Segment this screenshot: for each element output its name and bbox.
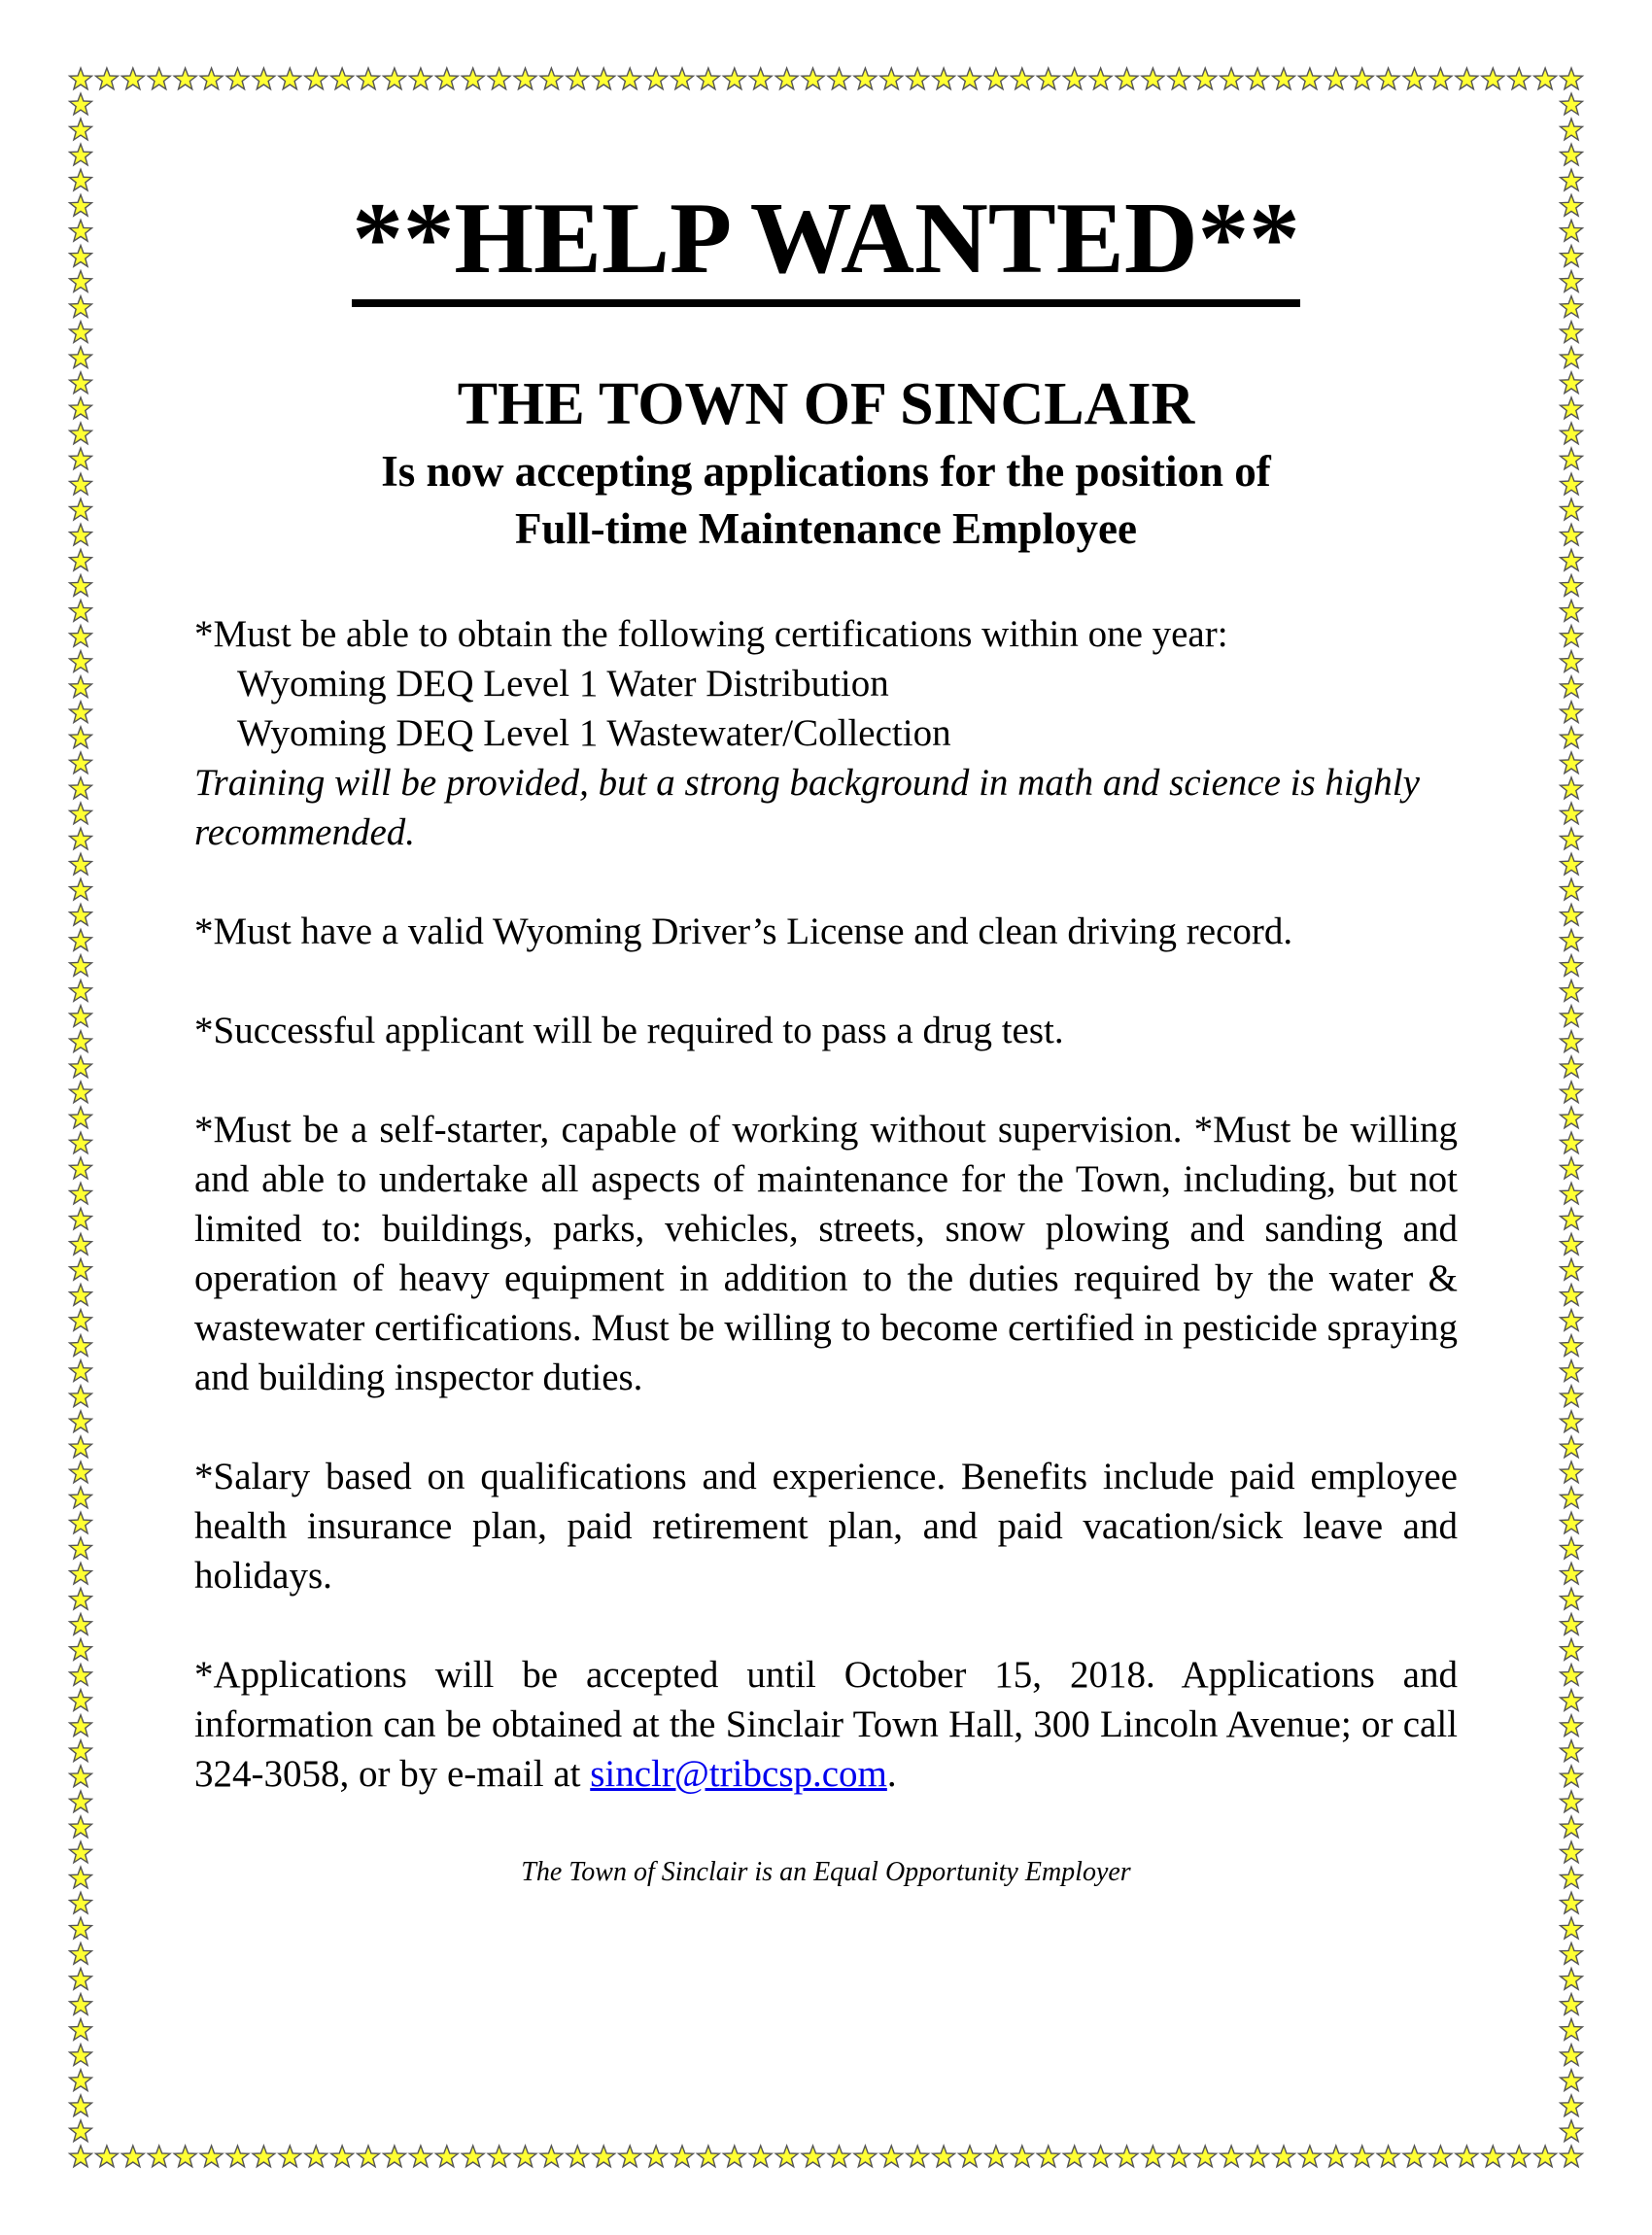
star-icon xyxy=(70,1816,92,1838)
star-icon xyxy=(880,2146,903,2167)
star-icon xyxy=(1063,2146,1085,2167)
star-icon xyxy=(1273,68,1295,89)
star-icon xyxy=(723,2146,745,2167)
license-requirement: *Must have a valid Wyoming Driver’s License and clean driving record. xyxy=(194,911,1293,953)
star-icon xyxy=(70,144,92,165)
star-icon xyxy=(1011,2146,1033,2167)
applications-paragraph xyxy=(194,1650,1458,1799)
star-icon xyxy=(907,2146,929,2167)
star-icon xyxy=(70,1512,92,1533)
star-icon xyxy=(1561,1690,1583,1711)
star-icon xyxy=(1561,651,1583,672)
star-icon xyxy=(1403,68,1426,89)
star-icon xyxy=(488,68,510,89)
star-icon xyxy=(96,68,119,89)
star-icon xyxy=(70,423,92,444)
star-icon xyxy=(331,2146,354,2167)
star-icon xyxy=(279,68,301,89)
star-icon xyxy=(1561,1006,1583,1027)
star-icon xyxy=(1561,68,1583,89)
star-icon xyxy=(1561,2095,1583,2116)
star-icon xyxy=(409,68,431,89)
star-icon xyxy=(1561,1841,1583,1863)
star-icon xyxy=(226,68,249,89)
star-icon xyxy=(1168,68,1190,89)
salary-paragraph: *Salary based on qualifications and experience. Benefits include paid employee health insurance plan, paid retirement plan, and paid vacation/sick leave and holidays. xyxy=(194,1456,1458,1598)
star-icon xyxy=(70,1082,92,1103)
star-icon xyxy=(1561,1537,1583,1559)
star-icon xyxy=(70,1233,92,1255)
star-icon xyxy=(174,68,196,89)
certification-requirements xyxy=(194,609,1458,857)
star-icon xyxy=(1561,727,1583,748)
star-icon xyxy=(1299,2146,1322,2167)
star-icon xyxy=(1561,777,1583,799)
star-icon xyxy=(70,853,92,875)
star-icon xyxy=(828,68,850,89)
star-icon xyxy=(70,2045,92,2066)
star-icon xyxy=(1561,1258,1583,1280)
star-icon xyxy=(1561,1563,1583,1584)
star-icon xyxy=(70,119,92,140)
star-icon xyxy=(1561,144,1583,165)
star-icon xyxy=(802,68,824,89)
star-icon xyxy=(1561,878,1583,900)
star-icon xyxy=(1561,955,1583,977)
star-icon xyxy=(593,68,615,89)
star-icon xyxy=(1561,220,1583,241)
star-icon xyxy=(1561,626,1583,647)
star-icon xyxy=(70,524,92,545)
star-icon xyxy=(70,220,92,241)
star-icon xyxy=(409,2146,431,2167)
star-icon xyxy=(435,2146,458,2167)
email-link[interactable]: sinclr@tribcsp.com xyxy=(590,1753,887,1796)
star-icon xyxy=(384,2146,406,2167)
star-icon xyxy=(70,1183,92,1204)
star-icon xyxy=(121,68,144,89)
star-icon xyxy=(619,68,641,89)
star-icon xyxy=(1482,2146,1504,2167)
star-icon xyxy=(226,2146,249,2167)
star-icon xyxy=(1534,2146,1557,2167)
star-icon xyxy=(1561,1310,1583,1331)
star-icon xyxy=(1089,2146,1112,2167)
star-icon xyxy=(1561,1588,1583,1609)
star-icon xyxy=(1168,2146,1190,2167)
star-icon xyxy=(1116,2146,1138,2167)
star-icon xyxy=(70,1994,92,2015)
star-icon xyxy=(723,68,745,89)
star-icon xyxy=(1561,1107,1583,1128)
star-icon xyxy=(70,1411,92,1432)
star-icon xyxy=(70,1969,92,1990)
star-icon xyxy=(70,2019,92,2041)
star-icon xyxy=(802,2146,824,2167)
star-icon xyxy=(70,1132,92,1153)
star-icon xyxy=(1534,68,1557,89)
headline-wrap xyxy=(194,181,1458,307)
star-icon xyxy=(1561,169,1583,190)
star-icon xyxy=(1561,2146,1583,2167)
star-icon xyxy=(1561,271,1583,292)
star-icon xyxy=(70,194,92,216)
star-icon xyxy=(70,1258,92,1280)
star-icon xyxy=(70,1639,92,1661)
star-icon xyxy=(1221,2146,1243,2167)
star-icon xyxy=(1561,1512,1583,1533)
star-icon xyxy=(70,626,92,647)
star-icon xyxy=(1561,322,1583,343)
star-icon xyxy=(1508,68,1531,89)
star-icon xyxy=(1194,68,1217,89)
star-icon xyxy=(305,68,327,89)
star-icon xyxy=(1508,2146,1531,2167)
star-icon xyxy=(70,473,92,495)
star-icon xyxy=(358,68,380,89)
star-icon xyxy=(1142,68,1164,89)
star-icon xyxy=(70,2070,92,2091)
star-icon xyxy=(1561,119,1583,140)
star-icon xyxy=(1561,397,1583,419)
star-icon xyxy=(1561,1335,1583,1357)
star-icon xyxy=(200,2146,223,2167)
star-icon xyxy=(1561,930,1583,951)
star-icon xyxy=(1561,1056,1583,1078)
star-icon xyxy=(1561,828,1583,849)
star-icon xyxy=(985,68,1008,89)
star-icon xyxy=(619,2146,641,2167)
star-icon xyxy=(1377,68,1399,89)
star-icon xyxy=(1561,1285,1583,1306)
star-icon xyxy=(985,2146,1008,2167)
star-icon xyxy=(1561,1436,1583,1458)
star-icon xyxy=(1561,1082,1583,1103)
star-icon xyxy=(1561,1892,1583,1913)
star-icon xyxy=(698,68,720,89)
star-icon xyxy=(1561,702,1583,723)
star-icon xyxy=(1037,68,1059,89)
star-icon xyxy=(1561,575,1583,597)
star-icon xyxy=(1561,853,1583,875)
star-icon xyxy=(1142,2146,1164,2167)
drug-test-requirement: *Successful applicant will be required to pass a drug test. xyxy=(194,1010,1064,1052)
star-icon xyxy=(1561,1132,1583,1153)
star-icon xyxy=(1561,347,1583,368)
star-icon xyxy=(70,1031,92,1052)
cert-intro: *Must be able to obtain the following certifications within one year: xyxy=(194,613,1228,656)
star-icon xyxy=(1561,499,1583,520)
training-note: Training will be provided, but a strong background in math and science is highly recommended. xyxy=(194,762,1420,854)
star-icon xyxy=(698,2146,720,2167)
star-icon xyxy=(514,2146,536,2167)
star-icon xyxy=(645,2146,668,2167)
star-icon xyxy=(148,2146,170,2167)
star-icon xyxy=(488,2146,510,2167)
star-icon xyxy=(593,2146,615,2167)
star-icon xyxy=(1561,1766,1583,1787)
applications-end: . xyxy=(886,1753,897,1796)
star-icon xyxy=(70,1335,92,1357)
star-icon xyxy=(1561,1614,1583,1635)
star-icon xyxy=(1482,68,1504,89)
star-icon xyxy=(1299,68,1322,89)
star-icon xyxy=(1561,448,1583,469)
star-icon xyxy=(174,2146,196,2167)
star-icon xyxy=(1561,1461,1583,1483)
star-icon xyxy=(1561,752,1583,774)
star-icon xyxy=(1273,2146,1295,2167)
star-icon xyxy=(1561,1031,1583,1052)
star-icon xyxy=(70,904,92,925)
star-icon xyxy=(1429,2146,1452,2167)
star-icon xyxy=(70,1461,92,1483)
star-icon xyxy=(1561,904,1583,925)
star-icon xyxy=(645,68,668,89)
star-icon xyxy=(1561,1816,1583,1838)
star-icon xyxy=(1561,423,1583,444)
star-icon xyxy=(253,2146,275,2167)
star-icon xyxy=(70,397,92,419)
star-icon xyxy=(70,1715,92,1736)
star-icon xyxy=(1561,2019,1583,2041)
star-icon xyxy=(70,651,92,672)
star-icon xyxy=(70,1614,92,1635)
star-icon xyxy=(70,601,92,622)
star-icon xyxy=(514,68,536,89)
star-icon xyxy=(828,2146,850,2167)
star-icon xyxy=(70,347,92,368)
star-icon xyxy=(70,980,92,1002)
star-icon xyxy=(96,2146,119,2167)
star-icon xyxy=(70,549,92,570)
star-icon xyxy=(70,2120,92,2142)
star-icon xyxy=(70,1943,92,1964)
star-icon xyxy=(749,68,772,89)
duties-paragraph: *Must be a self-starter, capable of working without supervision. *Must be willing and able to undertake all aspects of maintenance for the Town, including, but not limited to: buildings, parks, vehicles, streets, snow plowing and sanding and operation of heavy equipment in addition to the duties required by the water & wastewater certifications. Must be willing to become certified in pesticide spraying and building inspector duties. xyxy=(194,1109,1458,1399)
star-icon xyxy=(1011,68,1033,89)
star-icon xyxy=(1116,68,1138,89)
star-icon xyxy=(567,68,589,89)
star-icon xyxy=(1561,1411,1583,1432)
star-icon xyxy=(1561,1715,1583,1736)
star-icon xyxy=(1561,1969,1583,1990)
star-icon xyxy=(70,1310,92,1331)
star-icon xyxy=(1325,2146,1347,2167)
star-icon xyxy=(70,955,92,977)
star-icon xyxy=(1194,2146,1217,2167)
star-icon xyxy=(1561,372,1583,394)
star-icon xyxy=(70,1841,92,1863)
equal-opportunity-statement: The Town of Sinclair is an Equal Opportunity Employer xyxy=(521,1857,1131,1888)
star-icon xyxy=(70,676,92,698)
star-icon xyxy=(1561,1157,1583,1179)
star-icon xyxy=(70,1386,92,1407)
star-icon xyxy=(70,1665,92,1686)
star-icon xyxy=(1063,68,1085,89)
star-icon xyxy=(121,2146,144,2167)
star-icon xyxy=(540,2146,563,2167)
star-icon xyxy=(70,1157,92,1179)
star-icon xyxy=(1561,2045,1583,2066)
star-icon xyxy=(70,803,92,824)
town-title: THE TOWN OF SINCLAIR xyxy=(457,371,1195,438)
star-icon xyxy=(775,68,798,89)
star-icon xyxy=(1561,1791,1583,1812)
star-icon xyxy=(671,68,694,89)
star-icon xyxy=(70,93,92,115)
star-icon xyxy=(70,828,92,849)
star-icon xyxy=(70,246,92,267)
star-icon xyxy=(70,1537,92,1559)
star-icon xyxy=(70,1867,92,1888)
star-icon xyxy=(959,2146,981,2167)
star-icon xyxy=(1325,68,1347,89)
star-icon xyxy=(1561,1867,1583,1888)
star-icon xyxy=(358,2146,380,2167)
star-icon xyxy=(1377,2146,1399,2167)
star-icon xyxy=(200,68,223,89)
star-icon xyxy=(880,68,903,89)
star-icon xyxy=(70,1360,92,1382)
star-icon xyxy=(1561,2120,1583,2142)
star-icon xyxy=(70,1690,92,1711)
star-icon xyxy=(70,727,92,748)
star-icon xyxy=(70,2095,92,2116)
star-icon xyxy=(1561,2070,1583,2091)
star-icon xyxy=(70,1563,92,1584)
star-icon xyxy=(70,1436,92,1458)
star-icon xyxy=(70,1892,92,1913)
star-icon xyxy=(70,752,92,774)
star-icon xyxy=(70,777,92,799)
subtitle-line-1: Is now accepting applications for the position of xyxy=(381,447,1271,497)
star-icon xyxy=(1561,601,1583,622)
star-icon xyxy=(70,68,92,89)
star-icon xyxy=(70,296,92,318)
star-icon xyxy=(305,2146,327,2167)
star-icon xyxy=(1403,2146,1426,2167)
star-icon xyxy=(854,2146,877,2167)
subtitle-line-2: Full-time Maintenance Employee xyxy=(515,503,1137,553)
star-icon xyxy=(907,68,929,89)
star-icon xyxy=(1561,1943,1583,1964)
star-icon xyxy=(331,68,354,89)
star-icon xyxy=(1247,68,1269,89)
star-icon xyxy=(435,68,458,89)
star-icon xyxy=(1456,2146,1478,2167)
star-icon xyxy=(70,448,92,469)
star-icon xyxy=(1561,549,1583,570)
star-icon xyxy=(1561,980,1583,1002)
star-icon xyxy=(70,2146,92,2167)
star-icon xyxy=(1089,68,1112,89)
star-icon xyxy=(70,1766,92,1787)
star-icon xyxy=(933,2146,955,2167)
cert-item-1: Wyoming DEQ Level 1 Water Distribution xyxy=(237,663,889,705)
star-icon xyxy=(1429,68,1452,89)
headline: **HELP WANTED** xyxy=(352,185,1299,307)
star-icon xyxy=(567,2146,589,2167)
star-icon xyxy=(1561,1487,1583,1508)
star-icon xyxy=(1561,296,1583,318)
star-icon xyxy=(70,1056,92,1078)
star-icon xyxy=(1247,2146,1269,2167)
flyer-content xyxy=(194,181,1458,1888)
star-icon xyxy=(70,499,92,520)
cert-item-2: Wyoming DEQ Level 1 Wastewater/Collection xyxy=(237,712,951,755)
star-icon xyxy=(70,878,92,900)
star-icon xyxy=(279,2146,301,2167)
star-icon xyxy=(70,1588,92,1609)
star-icon xyxy=(253,68,275,89)
star-icon xyxy=(671,2146,694,2167)
star-icon xyxy=(70,1791,92,1812)
star-icon xyxy=(70,1285,92,1306)
star-icon xyxy=(462,2146,484,2167)
star-icon xyxy=(1561,1740,1583,1762)
star-icon xyxy=(959,68,981,89)
star-icon xyxy=(70,1208,92,1229)
star-icon xyxy=(1561,1917,1583,1939)
star-icon xyxy=(1456,68,1478,89)
star-icon xyxy=(70,1107,92,1128)
star-icon xyxy=(70,1006,92,1027)
star-icon xyxy=(1561,524,1583,545)
star-icon xyxy=(1351,68,1373,89)
star-icon xyxy=(1561,1665,1583,1686)
applications-text: *Applications will be accepted until October 15, 2018. Applications and information can be obtained at the Sinclair Town Hall, 300 Lincoln Avenue; or call 324-3058, or by e-mail at xyxy=(194,1654,1458,1796)
star-icon xyxy=(1561,1639,1583,1661)
star-icon xyxy=(70,702,92,723)
star-icon xyxy=(775,2146,798,2167)
star-icon xyxy=(933,68,955,89)
star-icon xyxy=(1561,1994,1583,2015)
star-icon xyxy=(384,68,406,89)
star-icon xyxy=(148,68,170,89)
star-icon xyxy=(70,322,92,343)
star-icon xyxy=(1037,2146,1059,2167)
star-icon xyxy=(1221,68,1243,89)
star-icon xyxy=(70,1487,92,1508)
star-icon xyxy=(1561,1386,1583,1407)
star-icon xyxy=(70,169,92,190)
star-icon xyxy=(70,1917,92,1939)
star-icon xyxy=(1561,473,1583,495)
star-icon xyxy=(1561,803,1583,824)
star-icon xyxy=(70,930,92,951)
star-icon xyxy=(1561,93,1583,115)
star-icon xyxy=(462,68,484,89)
star-icon xyxy=(70,271,92,292)
star-icon xyxy=(1561,1360,1583,1382)
star-icon xyxy=(70,575,92,597)
star-icon xyxy=(1561,1183,1583,1204)
star-icon xyxy=(854,68,877,89)
star-icon xyxy=(540,68,563,89)
star-icon xyxy=(70,1740,92,1762)
star-icon xyxy=(1561,246,1583,267)
star-icon xyxy=(1561,1233,1583,1255)
star-icon xyxy=(1351,2146,1373,2167)
star-icon xyxy=(1561,194,1583,216)
star-icon xyxy=(70,372,92,394)
star-icon xyxy=(1561,676,1583,698)
star-icon xyxy=(749,2146,772,2167)
star-icon xyxy=(1561,1208,1583,1229)
